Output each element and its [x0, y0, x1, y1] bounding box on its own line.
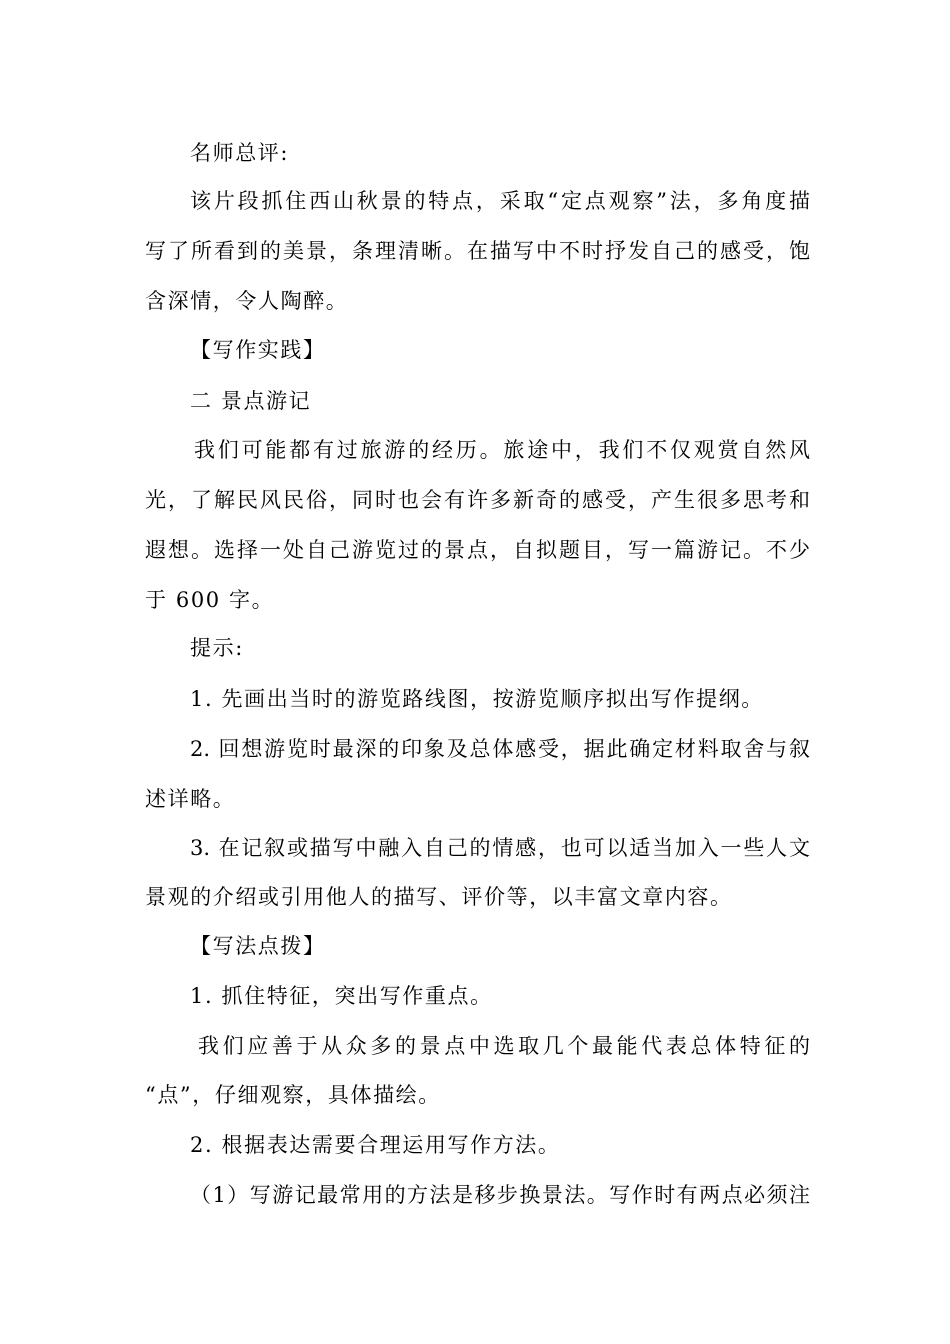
comment-heading: 名师总评:: [190, 141, 290, 165]
tip-3-line-1: 3. 在记叙或描写中融入自己的情感，也可以适当加入一些人文: [190, 836, 810, 860]
tip-3-line-2: 景观的介绍或引用他人的描写、评价等，以丰富文章内容。: [145, 885, 733, 909]
comment-line-1: 该片段抓住西山秋景的特点，采取“定点观察”法，多角度描: [190, 189, 810, 213]
tips-heading: 提示:: [190, 636, 244, 660]
method-1-line-1: 我们应善于从众多的景点中选取几个最能代表总体特征的: [198, 1034, 810, 1058]
practice-line-3: 遐想。选择一处自己游览过的景点，自拟题目，写一篇游记。不少: [145, 538, 810, 562]
comment-line-3: 含深情，令人陶醉。: [145, 289, 349, 313]
practice-line-4: 于 600 字。: [145, 588, 275, 612]
practice-line-1: 我们可能都有过旅游的经历。旅途中，我们不仅观赏自然风: [194, 438, 810, 462]
tip-2-line-1: 2. 回想游览时最深的印象及总体感受，据此确定材料取舍与叙: [190, 737, 810, 761]
method-1-line-2: “点”，仔细观察，具体描绘。: [145, 1083, 441, 1107]
practice-heading: 【写作实践】: [190, 338, 326, 362]
practice-line-2: 光，了解民风民俗，同时也会有许多新奇的感受，产生很多思考和: [145, 488, 810, 512]
tip-1: 1. 先画出当时的游览路线图，按游览顺序拟出写作提纲。: [190, 687, 764, 711]
method-2-sub-1: （1）写游记最常用的方法是移步换景法。写作时有两点必须注: [190, 1183, 810, 1207]
method-heading: 【写法点拨】: [190, 934, 326, 958]
practice-title: 二 景点游记: [190, 389, 312, 413]
method-2-title: 2. 根据表达需要合理运用写作方法。: [190, 1133, 561, 1157]
method-1-title: 1. 抓住特征，突出写作重点。: [190, 984, 493, 1008]
tip-2-line-2: 述详略。: [145, 787, 236, 811]
comment-line-2: 写了所看到的美景，条理清晰。在描写中不时抒发自己的感受，饱: [145, 239, 810, 263]
